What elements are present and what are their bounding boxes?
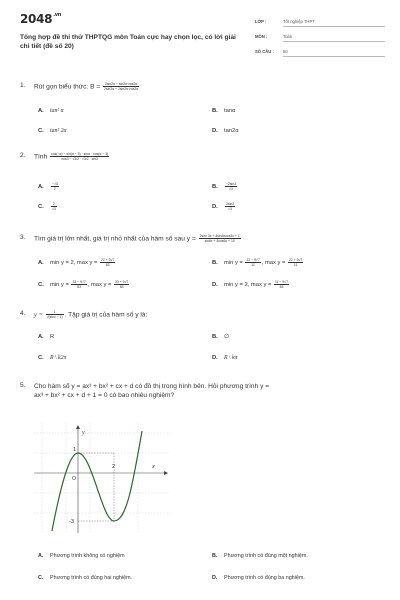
question-3 (20, 234, 380, 244)
option-text: min y = (224, 260, 245, 267)
option-label: A. (38, 108, 44, 114)
meta-row-class (255, 16, 385, 31)
option-text: ∅ (224, 334, 230, 340)
label-two: 2 (112, 464, 116, 470)
option-label: D. (212, 282, 218, 289)
option-fraction (51, 182, 59, 191)
option-text: tan² α (50, 108, 64, 114)
stem-fraction (199, 234, 241, 243)
option-2a[interactable] (38, 182, 60, 191)
option-fraction (225, 202, 235, 211)
fraction-denominator: 83 (77, 285, 81, 289)
question-stem (34, 234, 380, 243)
stem-text: y = (34, 311, 45, 319)
option-5d[interactable] (212, 575, 305, 581)
option-3d[interactable] (212, 280, 290, 289)
option-1d[interactable] (212, 128, 239, 134)
label-one: 1 (73, 447, 77, 453)
option-2b[interactable] (212, 182, 238, 191)
option-text-mid: , max y = (87, 282, 114, 289)
option-label: A. (38, 334, 44, 340)
option-text: tan2α (224, 128, 239, 134)
option-label: B. (212, 260, 218, 267)
fraction-denominator: 2sin2α + 2sin2α·cos2α (104, 87, 139, 91)
fraction-denominator: 83 (279, 285, 284, 289)
option-label: A. (38, 184, 44, 191)
meta-row-count (255, 46, 385, 61)
question-1 (20, 82, 380, 92)
option-text: tan² 2α (50, 128, 67, 134)
fraction-denominator: 2 (53, 187, 56, 191)
option-label: D. (212, 128, 218, 134)
fraction-denominator: 83 (119, 285, 124, 289)
question-stem (34, 152, 380, 161)
fraction-denominator: 11 (251, 263, 255, 267)
stem-fraction (46, 310, 64, 319)
document-title: Tổng hợp đề thi thử THPTQG môn Toán cực hay chọn lọc, có lời giải chi tiết (đề số 20) (20, 34, 236, 50)
option-5a[interactable] (38, 553, 125, 559)
option-label: C. (38, 575, 44, 581)
site-logo[interactable] (20, 12, 61, 26)
option-1c[interactable] (38, 128, 67, 134)
option-4b[interactable] (212, 334, 229, 340)
option-4d[interactable] (212, 355, 238, 361)
fraction-numerator: 2 (52, 202, 55, 206)
option-label: D. (212, 204, 218, 211)
meta-value: Toán (283, 34, 385, 42)
stem-suffix: . Tập giá trị của hàm số y là: (64, 311, 148, 319)
question-number: 1. (20, 82, 26, 89)
option-3a[interactable] (38, 258, 116, 267)
fraction-denominator: 11 (293, 263, 298, 267)
option-label: B. (212, 184, 218, 191)
meta-key: MÔN : (255, 34, 268, 39)
option-text: Phương trình không có nghiệm (50, 553, 125, 559)
option-label: D. (212, 355, 218, 361)
meta-key: SỐ CÂU : (255, 49, 274, 54)
logo-domain: .vn (53, 12, 62, 18)
fraction-denominator: cos3 − √3/2 · √3/2 · sin3 (61, 157, 98, 161)
option-1a[interactable] (38, 108, 64, 114)
y-axis-arrow (76, 425, 80, 429)
option-label: B. (212, 553, 218, 559)
option-text: Phương trình có đúng hai nghiệm. (50, 575, 133, 581)
option-label: C. (38, 282, 44, 289)
option-fraction-2 (114, 280, 129, 289)
option-fraction (71, 280, 86, 289)
option-fraction (245, 258, 260, 267)
question-number: 3. (20, 234, 26, 241)
fraction-denominator: √3 (52, 207, 56, 211)
option-text: Phương trình có đúng ba nghiệm. (224, 575, 305, 581)
fraction-denominator: 83 (105, 263, 110, 267)
fraction-numerator: 33 − 9√7 (72, 280, 86, 284)
logo-text: 2048 (20, 12, 53, 26)
question-number: 5. (20, 382, 26, 389)
fraction-denominator: √3 (229, 187, 233, 191)
stem-fraction (50, 152, 109, 161)
meta-key: LỚP : (255, 19, 267, 24)
cubic-function-graph (34, 423, 170, 533)
fraction-denominator: √(sinx − 1) (46, 315, 63, 319)
exam-meta (255, 16, 385, 61)
cubic-curve (52, 431, 142, 531)
option-5b[interactable] (212, 553, 308, 559)
option-text: Phương trình có đúng một nghiệm. (224, 553, 308, 559)
option-4c[interactable] (38, 355, 66, 361)
option-label: C. (38, 204, 44, 211)
option-2d[interactable] (212, 202, 236, 211)
option-fraction (51, 202, 57, 211)
option-fraction (100, 258, 115, 267)
question-stem (34, 310, 380, 319)
x-axis-arrow (164, 471, 168, 475)
label-origin: O (72, 476, 76, 482)
stem-text: Tính (34, 153, 50, 161)
stem-fraction (103, 82, 139, 91)
option-3b[interactable] (212, 258, 304, 267)
option-text: R \ kπ (224, 355, 238, 361)
meta-value: Tốt nghiệp THPT (283, 19, 385, 27)
option-text: tanα (224, 108, 236, 114)
option-fraction (274, 280, 289, 289)
option-label: D. (212, 575, 218, 581)
option-2c[interactable] (38, 202, 58, 211)
meta-value: 50 (283, 49, 385, 57)
fraction-numerator: 1 (46, 310, 64, 315)
question-number: 4. (20, 310, 26, 317)
fraction-numerator: 2sin² 3x + 4sin3xcos3x + 1 (199, 234, 240, 238)
option-fraction (225, 182, 237, 191)
fraction-numerator: 22 + 9√7 (100, 258, 115, 262)
question-number: 2. (20, 152, 26, 159)
fraction-numerator: cos(−α) − sin(α − 3) · sinα · cos(α − 3) (51, 152, 109, 156)
option-label: C. (38, 355, 44, 361)
question-5 (20, 382, 380, 404)
option-text: min y = 2, max y = (50, 260, 99, 267)
stem-line-2: ax³ + bx² + cx + d + 1 = 0 có bao nhiêu nghiệm? (34, 392, 175, 399)
question-stem (34, 82, 380, 91)
option-label: B. (212, 334, 218, 340)
fraction-numerator: 2sin2α − sin2α·cos2α (104, 82, 138, 86)
fraction-numerator: 2sin3 (226, 202, 235, 206)
stem-text: Rút gọn biểu thức: B = (34, 83, 103, 91)
label-y: y (82, 430, 85, 436)
option-text-mid: , max y = (261, 260, 288, 267)
option-3c[interactable] (38, 280, 130, 289)
option-text: R (50, 334, 55, 340)
fraction-numerator: 22 + 9√7 (289, 258, 303, 262)
fraction-denominator: sin6x + 4cos6x + 10 (204, 239, 235, 243)
meta-row-subject (255, 31, 385, 46)
option-1b[interactable] (212, 108, 235, 114)
fraction-numerator: −2sin3 (226, 182, 237, 186)
question-stem (34, 382, 380, 400)
option-4a[interactable] (38, 334, 54, 340)
question-2 (20, 152, 380, 162)
option-text: min y = 2, max y = (224, 282, 273, 289)
fraction-numerator: 33 + 9√7 (115, 280, 129, 284)
option-text: R \ k2π (50, 355, 67, 361)
fraction-numerator: 11 − 9√7 (274, 280, 288, 284)
label-neg-three: -3 (69, 519, 74, 525)
option-text: min y = (50, 282, 71, 289)
stem-line-1: Cho hàm số y = ax³ + bx² + cx + d có đồ thị trong hình bên. Hỏi phương trình y = (34, 383, 270, 390)
option-label: C. (38, 128, 44, 134)
question-4 (20, 310, 380, 320)
fraction-numerator: 22 − 9√7 (246, 258, 260, 262)
option-5c[interactable] (38, 575, 132, 581)
stem-text: Tìm giá trị lớn nhất, giá trị nhỏ nhất của hàm số sau y = (34, 235, 198, 243)
option-label: A. (38, 260, 44, 267)
fraction-denominator: √3 (228, 207, 232, 211)
option-fraction-2 (288, 258, 303, 267)
option-label: A. (38, 553, 44, 559)
fraction-numerator: −√3 (52, 182, 58, 186)
option-label: B. (212, 108, 218, 114)
label-x: x (152, 464, 155, 470)
